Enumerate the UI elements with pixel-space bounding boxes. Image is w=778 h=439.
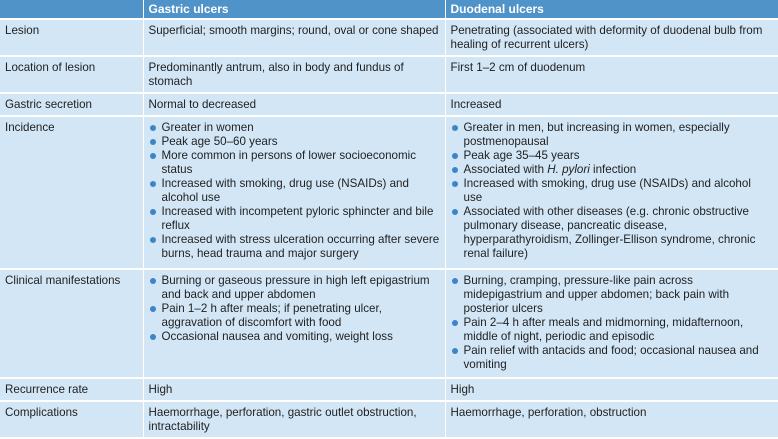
list-item: Greater in women <box>149 121 440 135</box>
list-item: Increased with smoking, drug use (NSAIDs) and alcohol use <box>149 177 440 205</box>
duodenal-manifestations-list <box>451 274 773 372</box>
row-label: Location of lesion <box>0 56 143 93</box>
table-row <box>0 93 778 116</box>
list-item: Pain relief with antacids and food; occasional nausea and vomiting <box>451 344 773 372</box>
row-label: Lesion <box>0 19 143 56</box>
gastric-cell <box>143 269 445 378</box>
gastric-cell: Predominantly antrum, also in body and fundus of stomach <box>143 56 445 93</box>
table-row <box>0 56 778 93</box>
list-item: Associated with other diseases (e.g. chronic obstructive pulmonary disease, pancreatic disease, hyperparathyroidism, Zollinger-Ellison syndrome, chronic renal failure) <box>451 205 773 261</box>
header-gastric-ulcers: Gastric ulcers <box>143 0 445 19</box>
list-item: Burning, cramping, pressure-like pain across midepigastrium and upper abdomen; back pain with posterior ulcers <box>451 274 773 316</box>
duodenal-cell <box>445 269 778 378</box>
gastric-cell: Superficial; smooth margins; round, oval or cone shaped <box>143 19 445 56</box>
gastric-incidence-list <box>149 121 440 261</box>
list-item: Increased with stress ulceration occurring after severe burns, head trauma and major surgery <box>149 233 440 261</box>
table-row <box>0 19 778 56</box>
duodenal-cell: High <box>445 378 778 401</box>
header-blank <box>0 0 143 19</box>
table-row <box>0 116 778 269</box>
list-item: Pain 2–4 h after meals and midmorning, midafternoon, middle of night, periodic and episodic <box>451 316 773 344</box>
header-row <box>0 0 778 19</box>
list-item: More common in persons of lower socioeconomic status <box>149 149 440 177</box>
row-label: Clinical manifestations <box>0 269 143 378</box>
row-label: Recurrence rate <box>0 378 143 401</box>
list-item <box>451 163 773 177</box>
table-row <box>0 269 778 378</box>
italic-organism-name: H. pylori <box>547 163 590 176</box>
row-label: Gastric secretion <box>0 93 143 116</box>
header-duodenal-ulcers: Duodenal ulcers <box>445 0 778 19</box>
list-item: Increased with smoking, drug use (NSAIDs) and alcohol use <box>451 177 773 205</box>
duodenal-cell: Haemorrhage, perforation, obstruction <box>445 401 778 437</box>
duodenal-incidence-list <box>451 121 773 261</box>
list-item: Pain 1–2 h after meals; if penetrating ulcer, aggravation of discomfort with food <box>149 302 440 330</box>
gastric-cell <box>143 116 445 269</box>
table-row <box>0 401 778 437</box>
gastric-cell: Haemorrhage, perforation, gastric outlet obstruction, intractability <box>143 401 445 437</box>
gastric-cell: Normal to decreased <box>143 93 445 116</box>
list-item: Greater in men, but increasing in women, especially postmenopausal <box>451 121 773 149</box>
list-item: Occasional nausea and vomiting, weight loss <box>149 330 440 344</box>
list-item-text: Associated with <box>463 163 548 176</box>
list-item: Burning or gaseous pressure in high left epigastrium and back and upper abdomen <box>149 274 440 302</box>
table-row <box>0 378 778 401</box>
duodenal-cell <box>445 116 778 269</box>
duodenal-cell: Penetrating (associated with deformity of duodenal bulb from healing of recurrent ulcers) <box>445 19 778 56</box>
gastric-manifestations-list <box>149 274 440 344</box>
row-label: Incidence <box>0 116 143 269</box>
list-item: Peak age 50–60 years <box>149 135 440 149</box>
gastric-cell: High <box>143 378 445 401</box>
duodenal-cell: Increased <box>445 93 778 116</box>
list-item: Peak age 35–45 years <box>451 149 773 163</box>
list-item-text: infection <box>589 163 637 176</box>
row-label: Complications <box>0 401 143 437</box>
duodenal-cell: First 1–2 cm of duodenum <box>445 56 778 93</box>
list-item: Increased with incompetent pyloric sphincter and bile reflux <box>149 205 440 233</box>
